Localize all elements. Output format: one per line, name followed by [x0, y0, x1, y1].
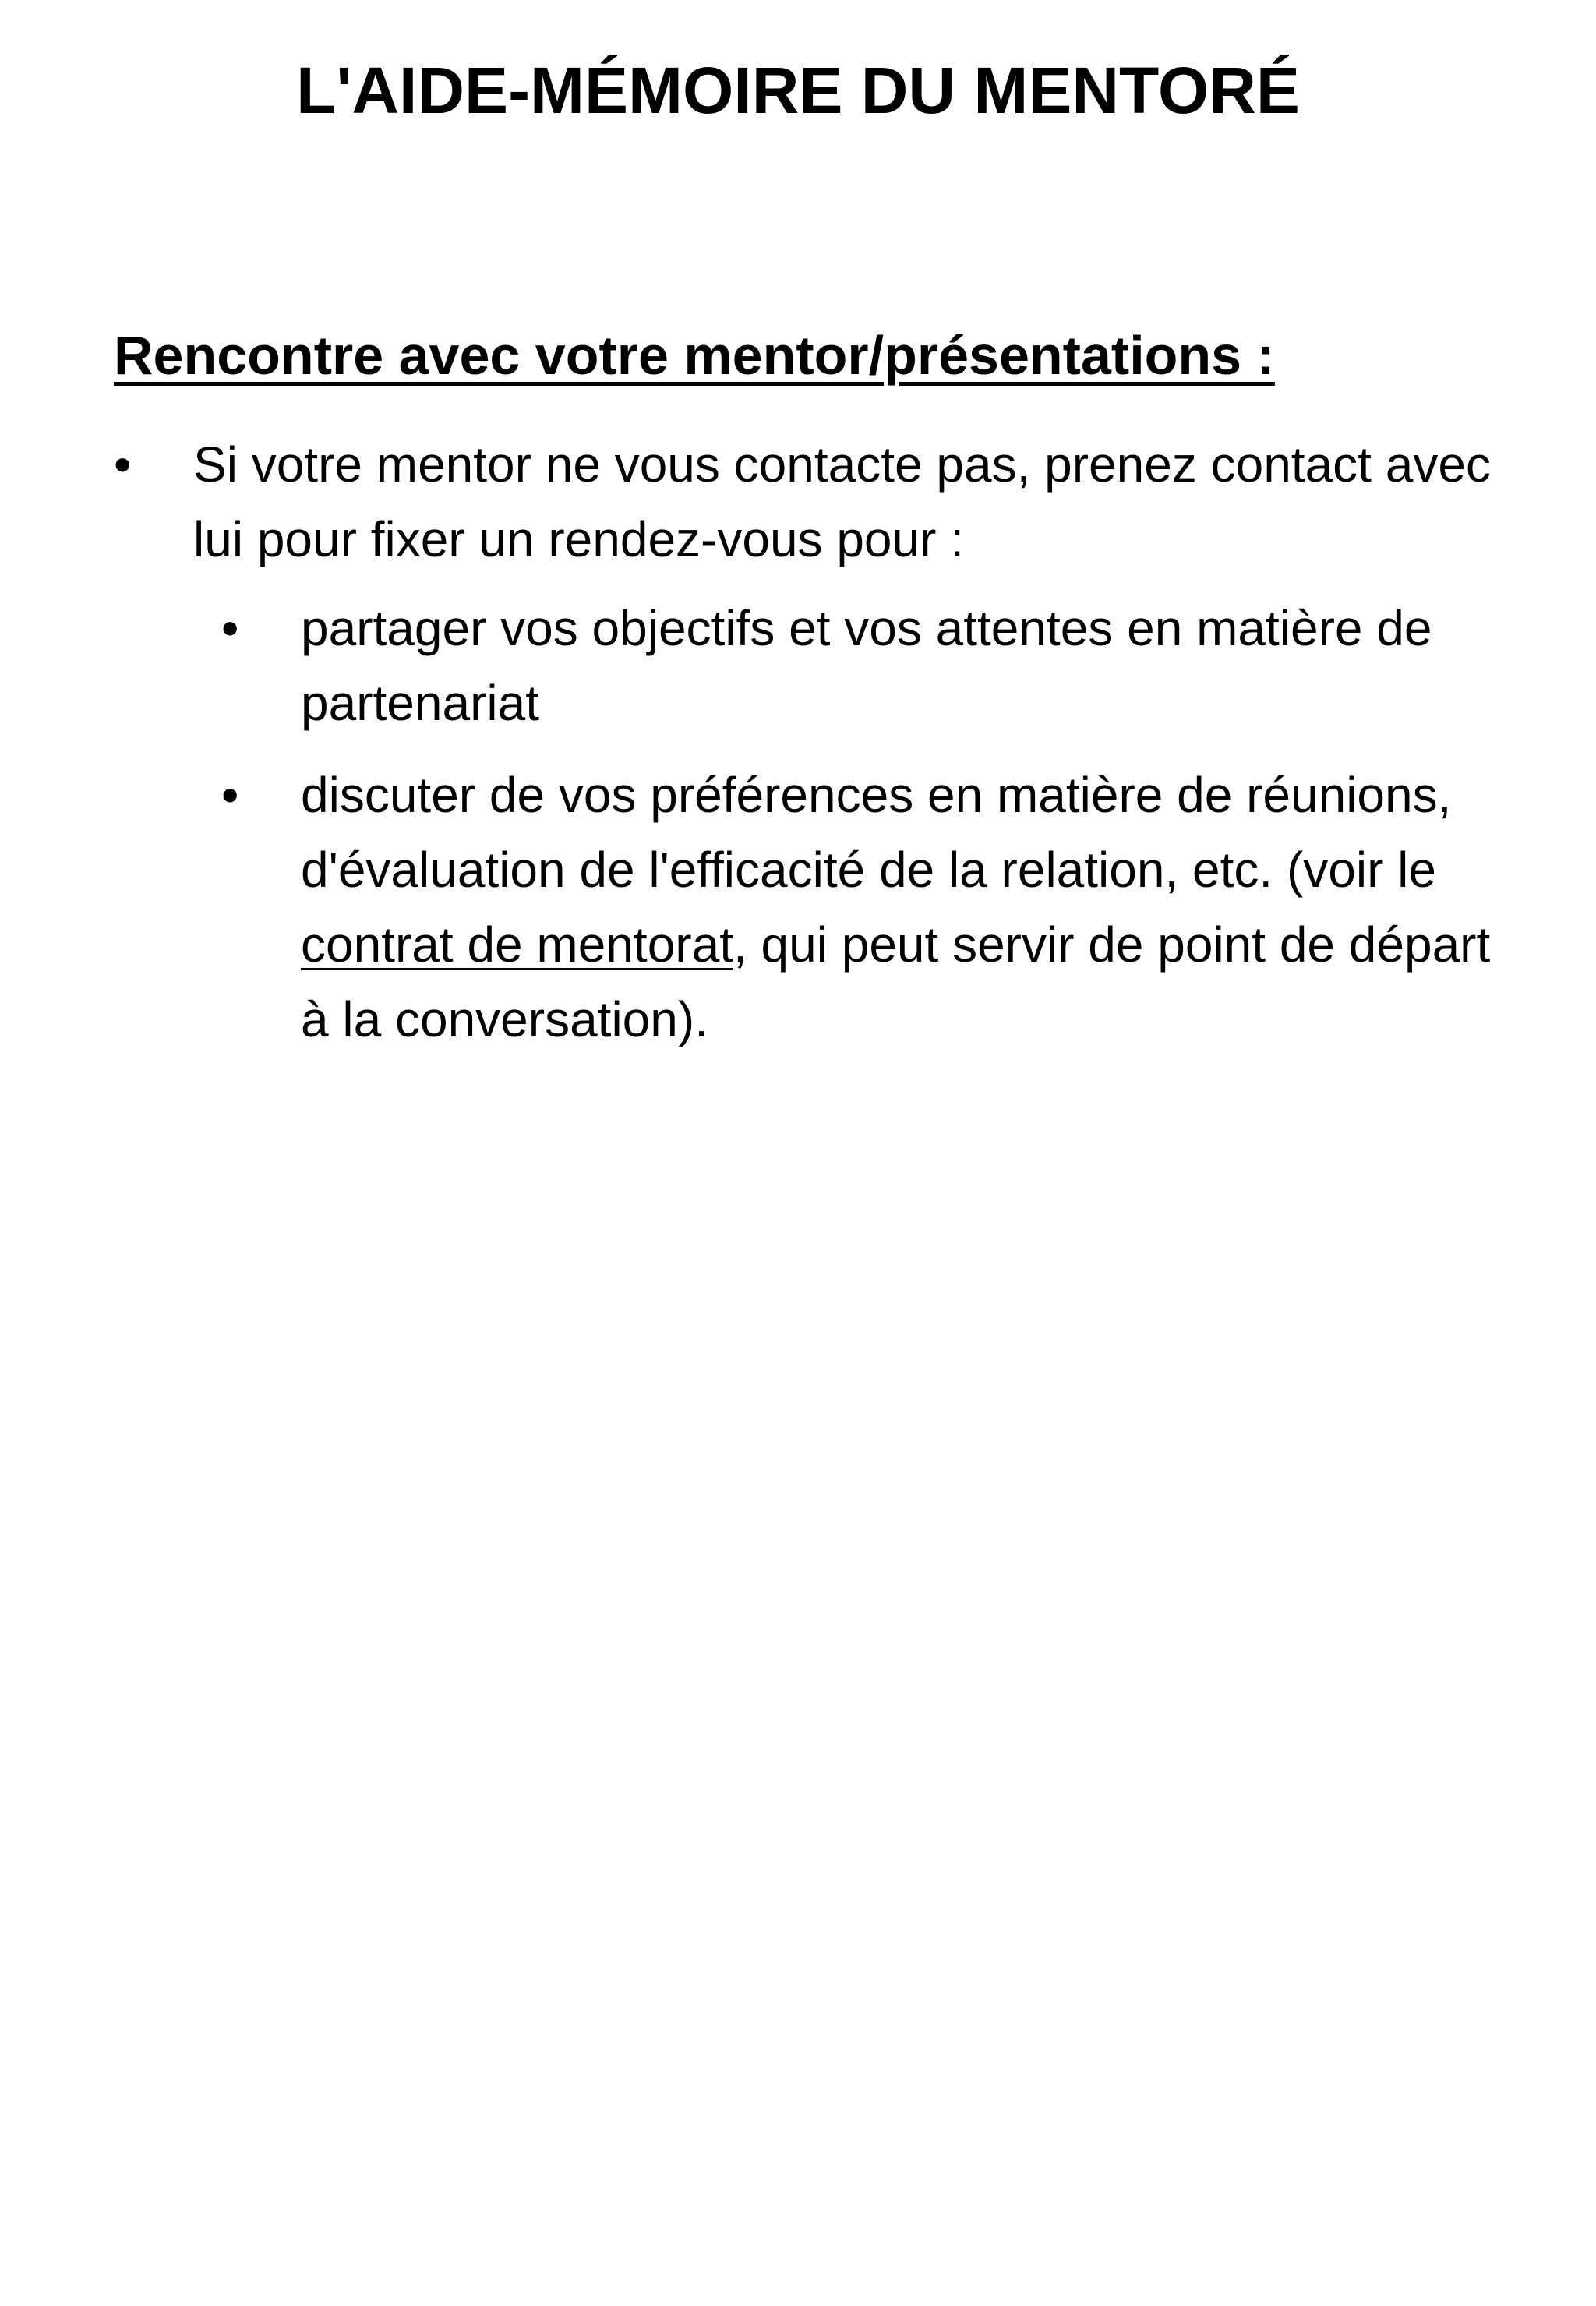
- list-item: [114, 427, 1517, 1057]
- main-bullet-list: [114, 427, 1517, 1074]
- bullet-icon: •: [221, 767, 239, 823]
- section-heading: Rencontre avec votre mentor/présentations :: [114, 325, 1275, 386]
- list-item-text: Si votre mentor ne vous contacte pas, prenez contact avec lui pour fixer un rendez-vous pour :: [193, 436, 1491, 567]
- page-title: L'AIDE-MÉMOIRE DU MENTORÉ: [296, 54, 1300, 127]
- bullet-icon: •: [221, 600, 239, 656]
- mentoring-contract-link[interactable]: contrat de mentorat: [301, 916, 733, 973]
- sub-list-item-text: partager vos objectifs et vos attentes en matière de partenariat: [301, 600, 1432, 731]
- sub-list-item-text-before: discuter de vos préférences en matière de réunions, d'évaluation de l'efficacité de la relation, etc. (voir le: [301, 767, 1452, 898]
- bullet-icon: •: [114, 436, 132, 493]
- sub-list-item-text-after: , qui peut servir de point de départ à la conversation).: [301, 916, 1491, 1047]
- sub-list-item-preferences: [193, 757, 1517, 1057]
- sub-bullet-list: [193, 591, 1517, 1057]
- sub-list-item-objectives: [193, 591, 1517, 740]
